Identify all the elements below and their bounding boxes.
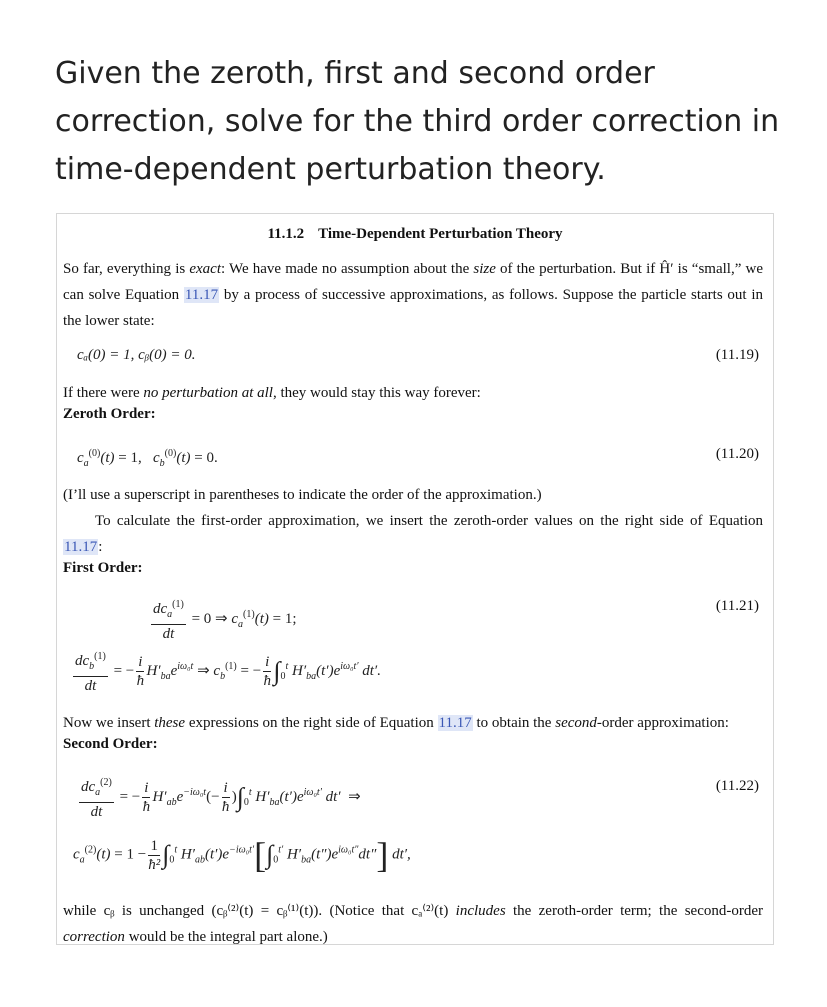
para-text: So far, everything is [63,261,190,277]
para-emphasis: size [473,261,496,277]
para-text: of the perturbation. But if Ĥ′ is “small,” we can solve Equation [63,261,763,303]
para-emphasis: these [154,715,186,731]
equation-11-19: cₐ(0) = 1, cᵦ(0) = 0. [77,347,196,363]
question-text: Given the zeroth, first and second order correction, solve for the third order correction in time-dependent perturbation theory. [55,56,780,187]
equation-11-22-a: $\frac{dc_a^{(2)}}{dt}$ = − $\frac{i}{ħ}$ $H'_{ab}e^{-i\omega_0t}(-$ $\frac{i}{ħ}$ )$\int_0^t$ $H'_{ba}(t')e^{i\omega_0t'}$ dt′ ⇒ [77,774,361,821]
para-text: : We have made no assumption about the [220,261,474,277]
equation-link[interactable]: 11.17 [438,715,472,731]
para-text: to obtain the [472,715,556,731]
equation-11-21-b: $\frac{dc_b^{(1)}}{dt}$ = − $\frac{i}{ħ}$ $H'_{ba}e^{i\omega_0t}$ ⇒ $c_b^{(1)}$ = − $\frac{i}{ħ}$ $\int_0^t$ $H'_{ba}(t')e^{i\omega_0t'}$ dt′. [71,648,381,695]
first-order-heading: First Order: [63,560,143,576]
equation-11-21-a: $\frac{dc_a^{(1)}}{dt}$ = 0 ⇒ $c_a^{(1)}(t) = 1$; [149,596,297,643]
equation-number: (11.20) [715,446,759,462]
para-text: expressions on the right side of Equation [185,715,438,731]
para-emphasis: includes [455,903,506,919]
section-number: 11.1.2 [267,226,305,242]
para-text: , they would stay this way forever: [272,385,481,401]
para-text: would be the integral part alone.) [124,929,328,945]
para-text: To calculate the first-order approximation, we insert the zeroth-order values on the right side of Equation [95,513,763,529]
para-text: Now we insert [63,715,155,731]
para-text: If there were [63,385,144,401]
para-text: the zeroth-order term; the second-order [505,903,763,919]
zeroth-order-heading: Zeroth Order: [63,406,156,422]
para-emphasis: second [555,715,597,731]
section-title: Time-Dependent Perturbation Theory [318,226,563,242]
paragraph-superscript-note: (I’ll use a superscript in parentheses to indicate the order of the approximation.) [63,487,542,503]
section-heading [57,226,773,243]
para-emphasis: correction [63,929,125,945]
equation-number: (11.19) [715,347,759,363]
equation-number: (11.21) [715,598,759,614]
equation-link[interactable]: 11.17 [184,287,219,303]
para-emphasis: no perturbation at all [143,385,273,401]
para-emphasis: exact [189,261,221,277]
para-text: -order approximation: [596,715,729,731]
equation-11-22-b: $c_a^{(2)}(t) = 1$ − $\frac{1}{\text{ħ²}}$ $\int_0^t$ $H'_{ab}(t')e^{-i\omega_0t'}[\int_0^{t'}$ $H'_{ba}(t'')e^{i\omega_0t''}dt''$] dt′, [73,835,411,875]
para-text: by a process of successive approximations, as follows. Suppose the particle starts out in the lower state: [63,287,763,329]
paragraph-intro [63,256,763,334]
paragraph-first-order-intro [63,508,763,560]
paragraph-second-order-intro [63,710,763,736]
paragraph-closing [63,898,763,950]
paragraph-no-perturbation [63,380,763,406]
equation-11-20: $c_a^{(0)}(t) = 1$, $c_b^{(0)}(t) = 0$. [77,448,218,469]
second-order-heading: Second Order: [63,736,158,752]
equation-number: (11.22) [715,778,759,794]
textbook-excerpt [56,213,774,945]
para-text: while cᵦ is unchanged (cᵦ⁽²⁾(t) = cᵦ⁽¹⁾(t)). (Notice that cₐ⁽²⁾(t) [63,903,456,919]
para-text: : [98,539,103,555]
equation-link[interactable]: 11.17 [64,539,98,555]
